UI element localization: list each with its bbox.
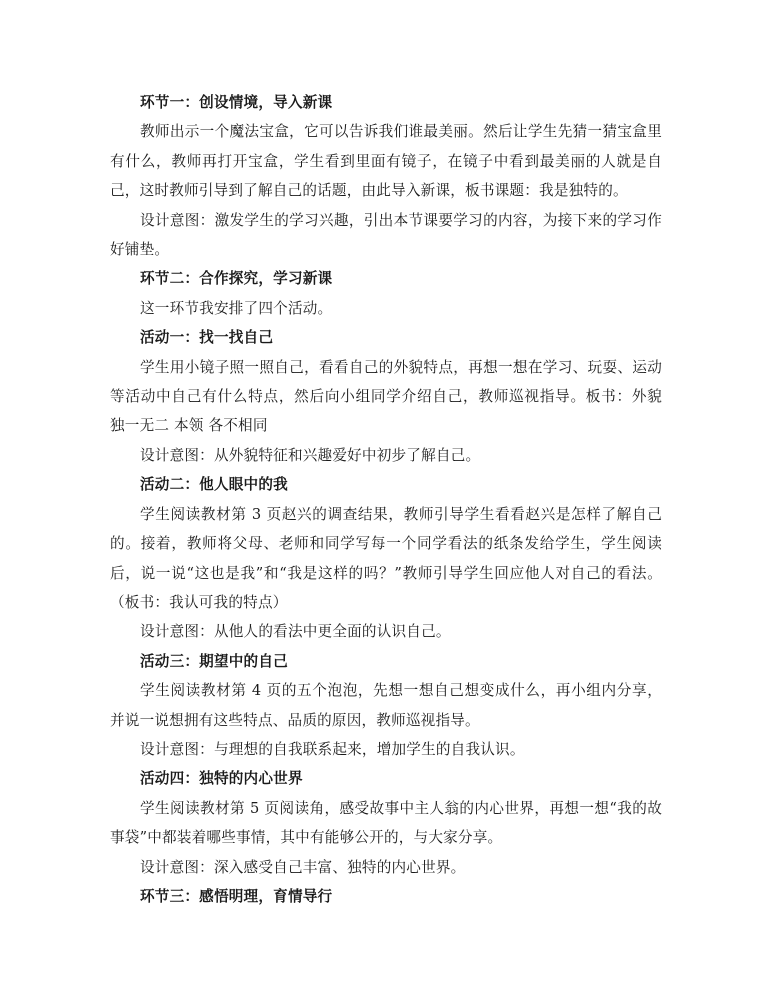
activity-heading: 活动三：期望中的自己 <box>140 652 288 670</box>
paragraph: 这一环节我安排了四个活动。 <box>140 299 333 317</box>
paragraph: 教师出示一个魔法宝盒，它可以告诉我们谁最美丽。然后让学生先猜一猜宝盒里有什么，教师再打开宝盒，学生看到里面有镜子，在镜子中看到最美丽的人就是自己，这时教师引导到了解自己的话题，由此导入新课，板书课题：我是独特的。 <box>110 123 662 200</box>
design-intent-paragraph: 设计意图：深入感受自己丰富、独特的内心世界。 <box>140 858 466 876</box>
document-body <box>110 88 662 911</box>
section-heading: 环节二：合作探究，学习新课 <box>140 270 333 288</box>
design-intent-paragraph: 设计意图：从外貌特征和兴趣爱好中初步了解自己。 <box>140 446 481 464</box>
paragraph: 学生阅读教材第 4 页的五个泡泡，先想一想自己想变成什么，再小组内分享，并说一说想拥有这些特点、品质的原因，教师巡视指导。 <box>110 682 662 729</box>
design-intent-paragraph: 设计意图：从他人的看法中更全面的认识自己。 <box>140 623 451 641</box>
paragraph: 学生阅读教材第 5 页阅读角，感受故事中主人翁的内心世界，再想一想“我的故事袋”中都装着哪些事情，其中有能够公开的，与大家分享。 <box>110 799 662 847</box>
activity-heading: 活动二：他人眼中的我 <box>140 476 288 494</box>
section-heading: 环节一：创设情境，导入新课 <box>140 94 333 111</box>
activity-heading: 活动一：找一找自己 <box>140 329 274 347</box>
design-intent-paragraph: 设计意图：激发学生的学习兴趣，引出本节课要学习的内容，为接下来的学习作好铺垫。 <box>110 211 662 259</box>
paragraph: 学生阅读教材第 3 页赵兴的调查结果，教师引导学生看看赵兴是怎样了解自己的。接着，教师将父母、老师和同学写每一个同学看法的纸条发给学生，学生阅读后，说一说“这也是我”和“我是这样的吗？”教师引导学生回应他人对自己的看法。（板书：我认可我的特点） <box>110 505 662 611</box>
section-heading: 环节三：感悟明理，育情导行 <box>140 887 333 905</box>
design-intent-paragraph: 设计意图：与理想的自我联系起来，增加学生的自我认识。 <box>140 740 525 758</box>
paragraph: 学生用小镜子照一照自己，看看自己的外貌特点，再想一想在学习、玩耍、运动等活动中自己有什么特点，然后向小组同学介绍自己，教师巡视指导。板书：外貌 独一无二 本领 各不相同 <box>110 358 662 435</box>
activity-heading: 活动四：独特的内心世界 <box>140 770 303 788</box>
